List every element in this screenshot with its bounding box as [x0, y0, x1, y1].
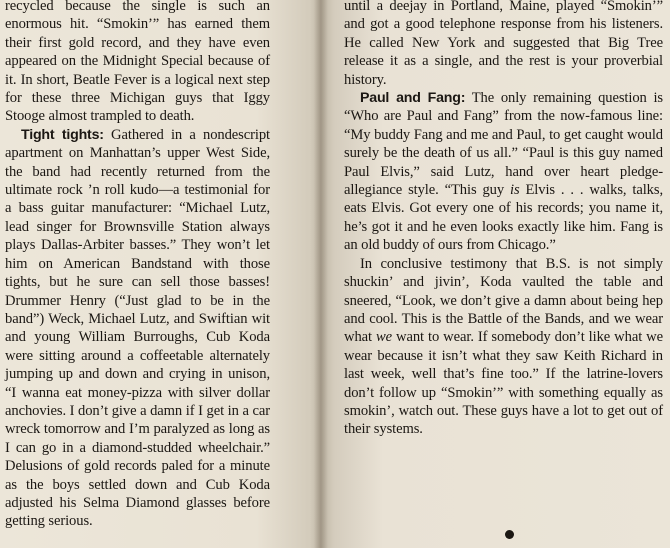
page-gutter: [314, 0, 328, 548]
paragraph-recycled: [5, 0, 270, 126]
subhead-paul-and-fang: Paul and Fang:: [360, 90, 466, 107]
paragraph-conclusive-testimony: [344, 255, 663, 439]
paragraph-portland: [344, 0, 663, 89]
paragraph-paul-and-fang-text-b: Elvis . . . walks, talks, eats Elvis. Got every one of his records; you name it, he’s got it and he even looks exactly like him. Fang is an old buddy of ours from Chicago.”: [344, 182, 663, 254]
paragraph-paul-and-fang-text-a: The only remaining question is “Who are Paul and Fang” from the now-famous line: “My buddy Fang and me and Paul, to get caught would surely be the death of us all.” “Paul is this guy named Paul Elvis,” said Lutz, hand over heart pledge-allegiance style. “This guy: [344, 90, 663, 199]
emphasis-we: we: [375, 329, 392, 346]
end-of-article-bullet-icon: [505, 530, 514, 539]
paragraph-conclusive-text-a: In conclusive testimony that B.S. is not simply shuckin’ and jivin’, Koda vaulted the table and sneered, “Look, we don’t give a damn about being hep and cool. This is the Battle of the Bands, and we wear what: [344, 255, 663, 346]
left-page: [0, 0, 320, 548]
subhead-tight-tights: Tight tights:: [21, 126, 104, 143]
right-page: [320, 0, 670, 548]
left-text-column: [5, 0, 270, 531]
paragraph-tight-tights-text: Gathered in a nondescript apartment on Manhattan’s upper West Side, the band had recently returned from the ultimate rock ’n roll kudo—a testimonial for a bass guitar manufacturer: “Michael Lutz, lead singer for Brownsville Station always plays Dallas-Arbiter basses.” They won’t let him on American Bandstand with those tights, but he sure can sell those basses! Drummer Henry (“Just glad to be in the band”) Weck, Michael Lutz, and Swiftian wit and young William Burroughs, Cub Koda were sitting around a coffeetable alternately jumping up and down and crying in unison, “I wanna eat money-pizza with silver dollar anchovies. I don’t give a damn if I get in a car wreck tomorrow and I’m paralyzed as long as I can go in a diamond-studded wheelchair.” Delusions of gold records paled for a minute as the boys settled down and Cub Koda adjusted his Selma Diamond glasses before getting serious.: [5, 126, 270, 530]
paragraph-paul-and-fang: [344, 89, 663, 255]
emphasis-is: is: [510, 182, 520, 199]
paragraph-tight-tights: [5, 126, 270, 531]
paragraph-conclusive-text-b: want to wear. If somebody don’t like what we wear because it isn’t what they saw Keith Richard in last week, well that’s fine too.” If the latrine-lovers don’t follow up “Smokin’” with something equally as smokin’, watch out. These guys have a lot to get out of their systems.: [344, 329, 663, 438]
paragraph-portland-text: until a deejay in Portland, Maine, played “Smokin’” and got a good telephone response from his listeners. He called New York and suggested that Big Tree release it as a single, and the rest is your proverbial history.: [344, 0, 663, 88]
right-text-column: [344, 0, 663, 439]
paragraph-recycled-text: recycled because the single is such an enormous hit. “Smokin’” has earned them their first gold record, and they have even appeared on the Midnight Special because of it. In short, Beatle Fever is a logical next step for these three Michigan guys that Iggy Stooge almost trampled to death.: [5, 0, 270, 125]
